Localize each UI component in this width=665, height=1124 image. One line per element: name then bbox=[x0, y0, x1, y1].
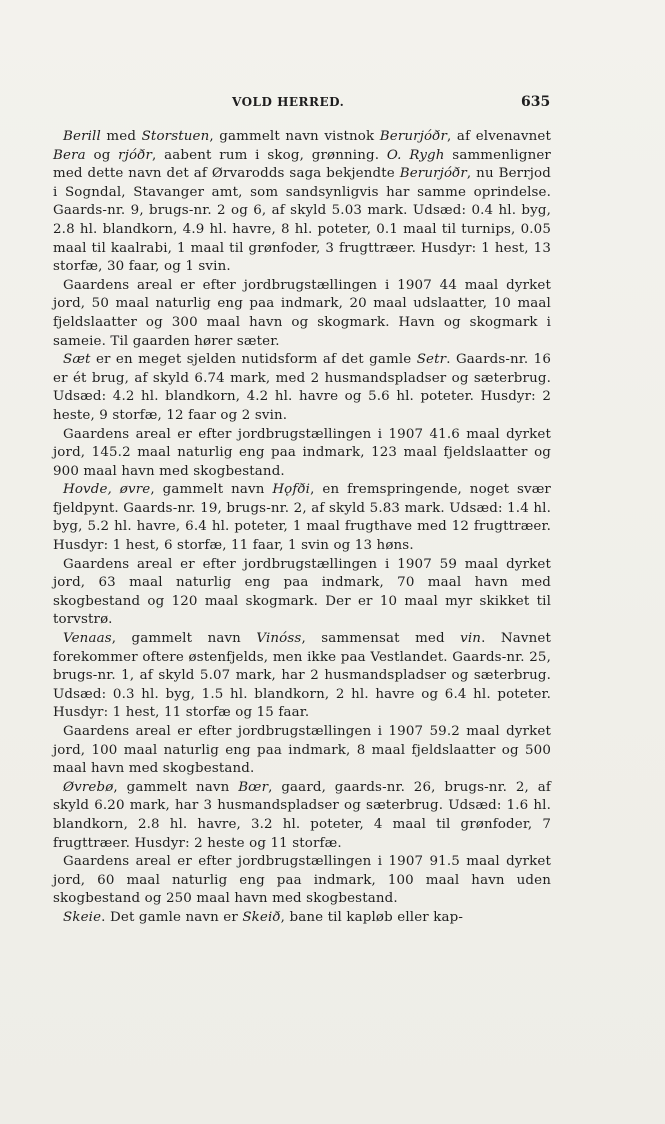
text-run: Gaardens areal er efter jordbrugstællingen i 1907 59 maal dyrket jord, 63 maal naturlig eng paa indmark, 70 maal havn med skogbestand og 120 maal skogmark. Der er 10 maal myr skikket til torvstrø. bbox=[53, 556, 551, 628]
italic-term: O. Rygh bbox=[386, 147, 445, 163]
paragraph bbox=[53, 630, 551, 723]
italic-term: vin bbox=[460, 631, 482, 647]
italic-term: Skeie bbox=[63, 909, 102, 925]
text-run: og bbox=[85, 147, 119, 163]
paragraph bbox=[53, 853, 551, 909]
text-run: sammenligner med dette navn det af Ørvarodds saga bekjendte bbox=[53, 147, 551, 182]
running-title: VOLD HERRED. bbox=[232, 95, 345, 109]
text-run: Gaardens areal er efter jordbrugstællingen i 1907 91.5 maal dyrket jord, 60 maal naturlig eng paa indmark, 100 maal havn uden skogbestand og 250 maal havn med skogbestand. bbox=[53, 854, 551, 907]
text-run: med bbox=[100, 129, 142, 144]
text-run: Gaardens areal er efter jordbrugstællingen i 1907 41.6 maal dyrket jord, 145.2 maal naturlig eng paa indmark, 123 maal fjeldslaatter og 900 maal havn med skogbestand. bbox=[53, 426, 551, 479]
text-run: , bane til kapløb eller kap- bbox=[280, 909, 464, 925]
text-run: . Gaards-nr. 16 er ét brug, af skyld 6.74 mark, med 2 husmandspladser og sæterbrug. Udsæd: 4.2 hl. blandkorn, 4.2 hl. havre og 5.6 hl. poteter. Husdyr: 2 heste, 9 storfæ, 12 faar og 2 svin. bbox=[53, 352, 551, 423]
italic-term: Storstuen bbox=[141, 129, 210, 144]
text-run: , gammelt navn bbox=[113, 779, 239, 795]
paragraph bbox=[53, 128, 551, 277]
text-run: , gammelt navn bbox=[150, 482, 273, 498]
text-run: , nu Berrjod i Sogndal, Stavanger amt, som sandsynligvis har samme oprindelse. Gaards-nr. 9, brugs-nr. 2 og 6, af skyld 5.03 mark. Udsæd: 0.4 hl. byg, 2.8 hl. blandkorn, 4.9 hl. havre, 8 hl. poteter, 0.1 maal til turnips, 0.05 maal til kaalrabi, 1 maal til grønfoder, 3 frugttræer. Husdyr: 1 hest, 13 storfæ, 30 faar, og 1 svin. bbox=[53, 166, 551, 275]
italic-term: Øvrebø bbox=[63, 779, 114, 795]
text-run: Gaardens areal er efter jordbrugstællingen i 1907 59.2 maal dyrket jord, 100 maal naturlig eng paa indmark, 8 maal fjeldslaatter og 500 maal havn med skogbestand. bbox=[53, 724, 551, 777]
body-text bbox=[53, 128, 551, 928]
italic-term: Skeið bbox=[242, 909, 281, 925]
text-run: Gaardens areal er efter jordbrugstællingen i 1907 44 maal dyrket jord, 50 maal naturlig eng paa indmark, 20 maal udslaatter, 10 maal fjeldslaatter og 300 maal havn og skogmark. Havn og skogmark i sameie. Til gaarden hører sæter. bbox=[53, 277, 551, 349]
text-run: , sammensat med bbox=[301, 631, 461, 647]
paragraph bbox=[53, 556, 551, 630]
italic-term: Bœr bbox=[238, 779, 269, 795]
running-head bbox=[0, 95, 665, 115]
page-number: 635 bbox=[521, 94, 551, 110]
italic-term: Berurjóðr bbox=[379, 129, 448, 144]
italic-term: Setr bbox=[416, 352, 447, 368]
italic-term: Bera bbox=[53, 147, 86, 163]
text-run: er en meget sjelden nutidsform af det gamle bbox=[90, 352, 417, 368]
text-run: , gaard, gaards-nr. 26, brugs-nr. 2, af skyld 6.20 mark, har 3 husmandspladser og sæterbrug. Udsæd: 1.6 hl. blandkorn, 2.8 hl. havre, 3.2 hl. poteter, 4 maal til grønfoder, 7 frugttræer. Husdyr: 2 heste og 11 storfæ. bbox=[53, 779, 551, 851]
paragraph bbox=[53, 481, 551, 555]
italic-term: Sæt bbox=[63, 352, 91, 368]
paragraph bbox=[53, 909, 551, 928]
text-run: , gammelt navn vistnok bbox=[209, 129, 380, 144]
text-run: . Det gamle navn er bbox=[101, 909, 243, 925]
text-run: , aabent rum i skog, grønning. bbox=[152, 147, 387, 163]
paragraph bbox=[53, 351, 551, 425]
italic-term: Hǫfði bbox=[272, 482, 311, 498]
text-run: , af elvenavnet bbox=[447, 129, 551, 144]
italic-term: rjóðr bbox=[118, 147, 152, 163]
italic-term: Berurjóðr bbox=[399, 166, 467, 182]
text-run: , gammelt navn bbox=[111, 631, 257, 647]
italic-term: Vinóss bbox=[256, 631, 302, 647]
paragraph bbox=[53, 723, 551, 779]
paragraph bbox=[53, 779, 551, 853]
text-run: . Navnet forekommer oftere østenfjelds, men ikke paa Vestlandet. Gaards-nr. 25, brugs-nr. 1, af skyld 5.07 mark, har 2 husmandspladser og sæterbrug. Udsæd: 0.3 hl. byg, 1.5 hl. blandkorn, 2 hl. havre og 6.4 hl. poteter. Husdyr: 1 hest, 11 storfæ og 15 faar. bbox=[53, 631, 551, 721]
italic-term: Hovde, øvre bbox=[63, 482, 151, 498]
text-run: , en fremspringende, noget svær fjeldpynt. Gaards-nr. 19, brugs-nr. 2, af skyld 5.83 mark. Udsæd: 1.4 hl. byg, 5.2 hl. havre, 6.4 hl. poteter, 1 maal frugthave med 12 frugttræer. Husdyr: 1 hest, 6 storfæ, 11 faar, 1 svin og 13 høns. bbox=[53, 482, 551, 554]
italic-term: Venaas bbox=[63, 631, 112, 647]
paragraph bbox=[53, 277, 551, 351]
paragraph bbox=[53, 426, 551, 482]
italic-term: Berill bbox=[63, 129, 101, 144]
